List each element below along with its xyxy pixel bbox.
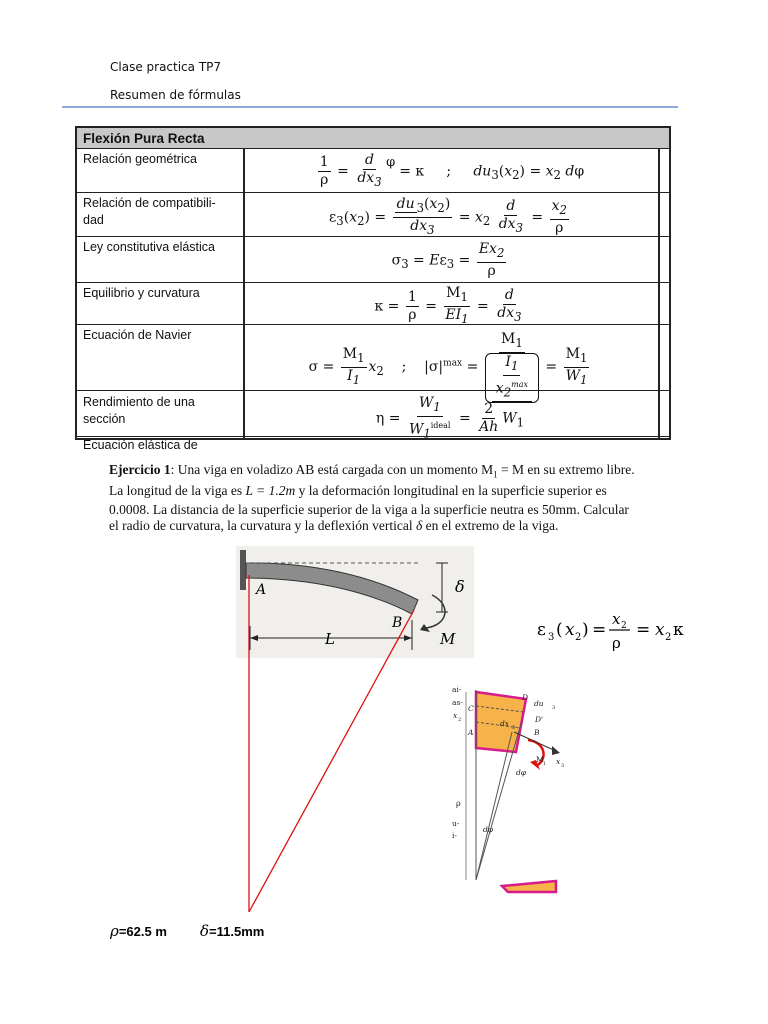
subscript: 3 <box>561 763 565 769</box>
dphi-label: dφ <box>516 768 527 777</box>
formula-efficiency: η = $\frac{W_1}{W_1^{ideal}}$ = $\frac{2}{Ah}$ $W_1$ <box>375 395 525 441</box>
side-text: as- <box>452 698 463 707</box>
table-title: Flexión Pura Recta <box>83 131 205 146</box>
row-label: Relación geométrica <box>83 152 197 166</box>
exercise-text-end: en el extremo de la viga. <box>422 518 559 533</box>
point-a-detail-label: A <box>468 728 474 737</box>
subscript: 2 <box>621 621 627 631</box>
delta-symbol: δ <box>200 922 210 940</box>
x2-label: x <box>453 711 458 720</box>
subscript: 1 <box>543 761 547 767</box>
svg-text:): ) <box>582 620 589 640</box>
svg-text:(: ( <box>556 620 563 640</box>
epsilon-symbol: ε <box>537 620 546 640</box>
exercise-text: La longitud de la viga es <box>109 483 246 498</box>
x3-label: x <box>556 757 561 766</box>
result-delta <box>200 922 264 940</box>
x-symbol: x <box>565 620 575 640</box>
delta-symbol: δ <box>415 518 423 533</box>
point-b-label: B <box>392 615 403 631</box>
point-d-label: D <box>522 693 529 702</box>
formula-compatibility: $\varepsilon_3(x_2)$ = $\frac{du _3(x_2)}{dx_3}$ = $x_2$ $\frac{d}{dx_3}$ = $\frac{x_2}{\rho}$ <box>329 196 567 237</box>
header-subtitle: Resumen de fórmulas <box>110 88 241 102</box>
m1-label: M <box>536 755 544 764</box>
delta-label: δ <box>455 577 465 596</box>
subscript: 2 <box>575 632 582 643</box>
point-a-label: A <box>256 582 267 598</box>
point-dprime-label: D' <box>535 715 544 724</box>
kappa-symbol: κ <box>673 620 684 640</box>
formula-geometric: $\frac{1}{\rho}$ = $\frac{d}{dx_3}$ φ= κ ; $du_3(x_2) = x_2$ dφ <box>319 152 585 189</box>
exercise-text: el radio de curvatura, la curvatura y la deflexión vertical <box>109 518 416 533</box>
rho-symbol: ρ <box>110 922 119 940</box>
svg-text:=: = <box>592 620 607 640</box>
length-value: L = 1.2m <box>245 483 296 498</box>
row-label: Ecuación elástica de <box>83 438 198 452</box>
length-label: L <box>325 630 335 648</box>
side-text: ai- <box>452 685 462 694</box>
side-text: i- <box>452 831 457 840</box>
row-label-cont: dad <box>83 213 104 227</box>
subscript: 3 <box>512 725 516 731</box>
rho-value: =62.5 m <box>118 924 167 939</box>
header-title: Clase practica TP7 <box>110 60 222 74</box>
x-symbol: x <box>612 610 621 628</box>
row-label: Ecuación de Navier <box>83 328 192 342</box>
row-label-cont: sección <box>83 412 126 426</box>
dphi-label-bottom: dφ <box>483 825 494 834</box>
exercise-title: Ejercicio 1 <box>109 462 171 477</box>
beam-element-bottom <box>502 881 556 892</box>
subscript: 3 <box>552 705 556 711</box>
arrowhead <box>552 746 560 755</box>
delta-value: =11.5mm <box>209 924 265 939</box>
row-label: Relación de compatibili- <box>83 196 216 210</box>
row-label: Equilibrio y curvatura <box>83 286 200 300</box>
subscript: 2 <box>458 717 462 723</box>
svg-text:=: = <box>636 620 651 640</box>
moment-label: M <box>440 630 456 648</box>
formula-navier: σ = $\frac{M_1}{I_1}$ $x_2$ ; $|\sigma|^{max}$ = $\frac{M_1}{\frac{I_1}{x_2^{max}}}$ = $\frac{M_1}{W_1}$ <box>243 331 657 403</box>
exercise-line-3: 0.0008. La distancia de la superficie superior de la viga a la superficie neutra es 50mm. Calcular <box>109 502 629 517</box>
row-label: Rendimiento de una <box>83 395 195 409</box>
wall <box>240 550 246 590</box>
formula-elastic: $\sigma_3 = E\varepsilon_3$ = $\frac{Ex_2}{\rho}$ <box>391 241 505 279</box>
subscript: 2 <box>665 632 672 643</box>
formula-equilibrium: κ = $\frac{1}{\rho}$ = $\frac{M_1}{EI_1}$ = $\frac{d}{dx_3}$ <box>374 285 522 326</box>
rho-symbol: ρ <box>612 634 621 652</box>
exercise-text-end: = M en su extremo libre. <box>501 462 635 477</box>
du3-label: du <box>534 699 544 708</box>
result-rho <box>110 922 167 940</box>
radius-line <box>476 732 512 880</box>
subscript: 1 <box>493 469 498 480</box>
side-text: u- <box>452 819 460 828</box>
subscript: 3 <box>548 632 555 643</box>
dx3-label: dx <box>500 719 510 728</box>
strain-formula <box>537 610 684 652</box>
x-symbol: x <box>655 620 665 640</box>
exercise-text-end: y la deformación longitudinal en la superficie superior es <box>295 483 607 498</box>
rho-label: ρ <box>456 799 461 808</box>
exercise-text: : Una viga en voladizo AB está cargada con un momento M <box>170 462 494 477</box>
curvature-detail <box>466 690 560 892</box>
point-c-label: C <box>468 704 474 713</box>
point-b-detail-label: B <box>534 728 540 737</box>
row-label: Ley constitutiva elástica <box>83 240 216 254</box>
